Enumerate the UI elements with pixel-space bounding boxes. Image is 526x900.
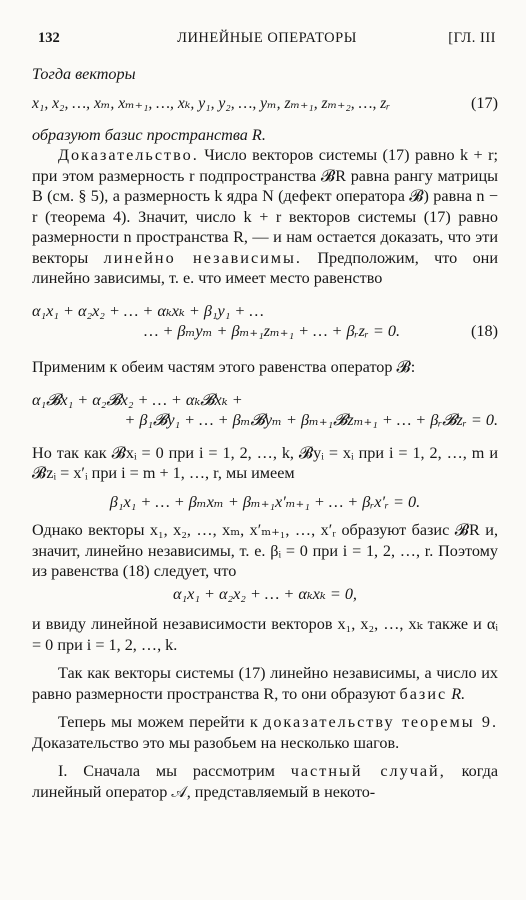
equation-17-label: (17) <box>471 93 498 112</box>
equation-17 <box>32 93 498 117</box>
step-one-text-continued: когда линейный оператор 𝒜, представляемый в некото- <box>32 762 499 801</box>
however-paragraph: Однако векторы x₁, x₂, …, xₘ, x′ₘ₊₁, …, x′ᵣ образуют базис 𝓑R и, значит, линейно независимы, т. е. βᵢ = 0 при i = 1, 2, …, r. Поэтому из равенства (18) следует, что <box>32 521 498 580</box>
linear-independence-paragraph: и ввиду линейной независимости векторов x₁, x₂, …, xₖ также и αᵢ = 0 при i = 1, 2, …, k. <box>32 615 498 654</box>
proof-text-continued: Предположим, что они линейно зависимы, т. е. что имеет место равенство <box>32 248 499 287</box>
page-number: 132 <box>38 30 60 46</box>
equation-operator-b <box>32 390 498 431</box>
chapter-label: [ГЛ. III <box>448 30 496 46</box>
theorem-9-emphasis: доказательству теоремы 9. <box>263 713 499 731</box>
equation-18-line2: … + βₘyₘ + βₘ₊₁zₘ₊₁ + … + βᵣzᵣ = 0. <box>144 322 401 340</box>
equation-18-label: (18) <box>471 322 498 340</box>
proof-heading: Доказательство. <box>58 146 199 164</box>
equation-operator-b-line1: α₁𝓑x₁ + α₂𝓑x₂ + … + αₖ𝓑xₖ + <box>32 390 243 409</box>
running-title: ЛИНЕЙНЫЕ ОПЕРАТОРЫ <box>177 30 357 46</box>
linearly-independent-emphasis: линейно независимы. <box>103 248 302 267</box>
equation-beta: β₁x₁ + … + βₘxₘ + βₘ₊₁x′ₘ₊₁ + … + βᵣx′ᵣ = 0. <box>109 492 421 511</box>
basis-emphasis: базис <box>399 684 448 703</box>
but-since-paragraph: Но так как 𝓑xᵢ = 0 при i = 1, 2, …, k, 𝓑yᵢ = xᵢ при i = 1, 2, …, m и 𝓑zᵢ = x′ᵢ при i = m + 1, …, r, мы имеем <box>32 443 498 482</box>
equation-18-line1: α₁x₁ + α₂x₂ + … + αₖxₖ + β₁y₁ + … <box>32 301 264 320</box>
special-case-emphasis: частный случай, <box>290 762 446 780</box>
equation-operator-b-line2: + β₁𝓑y₁ + … + βₘ𝓑yₘ + βₘ₊₁𝓑zₘ₊₁ + … + βᵣ𝓑zᵣ = 0. <box>124 411 498 429</box>
step-one-text: I. Сначала мы рассмотрим <box>58 762 275 780</box>
proof-text: Число векторов системы (17) равно k + r; при этом размерность r подпространства 𝓑R равна рангу матрицы B (см. § 5), а размерность k ядра N (дефект оператора 𝓑) равна n − r (теорема 4). Значит, число k + r векторов системы (17) равно размерности n пространства R, — и нам остается доказать, что эти векторы <box>32 146 498 267</box>
equation-18 <box>32 301 498 346</box>
theorem-9-text: Теперь мы можем перейти к <box>58 713 258 731</box>
basis-conclusion-paragraph <box>32 663 498 704</box>
equation-17-body: x₁, x₂, …, xₘ, xₘ₊₁, …, xₖ, y₁, y₂, …, yₘ, zₘ₊₁, zₘ₊₂, …, zᵣ <box>32 94 391 112</box>
theorem-9-text-continued: Доказательство это мы разобьем на несколько шагов. <box>32 733 400 752</box>
proof-paragraph <box>32 145 498 289</box>
apply-operator-line: Применим к обеим частям этого равенства оператор 𝓑: <box>32 358 416 376</box>
running-header <box>38 30 496 50</box>
equation-alpha: α₁x₁ + α₂x₂ + … + αₖxₖ = 0, <box>173 584 357 603</box>
basis-space-name: R. <box>451 684 466 703</box>
forms-basis-line: образуют базис пространства R. <box>32 125 266 144</box>
basis-conclusion-text: Так как векторы системы (17) линейно независимы, а число их равно размерности пространства R, то они образуют <box>32 664 498 703</box>
page-body <box>32 64 498 802</box>
then-vectors-line: Тогда векторы <box>32 65 136 83</box>
step-one-paragraph <box>32 761 498 802</box>
theorem-9-paragraph <box>32 712 498 753</box>
